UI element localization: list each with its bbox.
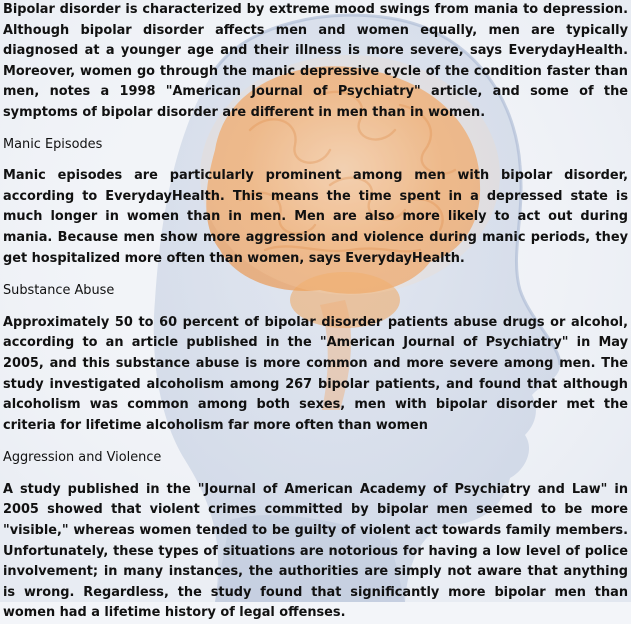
section-heading-substance-abuse: Substance Abuse: [3, 283, 115, 299]
intro-paragraph: Bipolar disorder is characterized by extreme mood swings from mania to depression. Although bipolar disorder affects men and women equally, men are typically diagnosed at a younger age and their illness is more severe, says EverydayHealth. Moreover, women go through the manic depressive cycle of the condition faster than men, notes a 1998 "American Journal of Psychiatry" article, and some of the symptoms of bipolar disorder are different in men than in women.: [3, 2, 628, 120]
section-body-aggression-violence: A study published in the "Journal of American Academy of Psychiatry and Law" in 2005 showed that violent crimes committed by bipolar men seemed to be more "visible," whereas women tended to be guilty of violent act towards family members. Unfortunately, these types of situations are notorious for having a low level of police involvement; in many instances, the authorities are simply not aware that anything is wrong. Regardless, the study found that significantly more bipolar men than women had a lifetime history of legal offenses.: [3, 481, 628, 621]
section-heading-manic-episodes: Manic Episodes: [3, 136, 103, 152]
section-heading-aggression-violence: Aggression and Violence: [3, 450, 162, 466]
section-body-substance-abuse: Approximately 50 to 60 percent of bipolar disorder patients abuse drugs or alcohol, according to an article published in the "American Journal of Psychiatry" in May 2005, and this substance abuse is more common and more severe among men. The study investigated alcoholism among 267 bipolar patients, and found that although alcoholism was common among both sexes, men with bipolar disorder met the criteria for lifetime alcoholism far more often than women: [3, 314, 628, 433]
section-body-manic-episodes: Manic episodes are particularly prominent among men with bipolar disorder, according to EverydayHealth. This means the time spent in a depressed state is much longer in women than in men. Men are also more likely to act out during mania. Because men show more aggression and violence during manic periods, they get hospitalized more often than women, says EverydayHealth.: [3, 168, 628, 266]
